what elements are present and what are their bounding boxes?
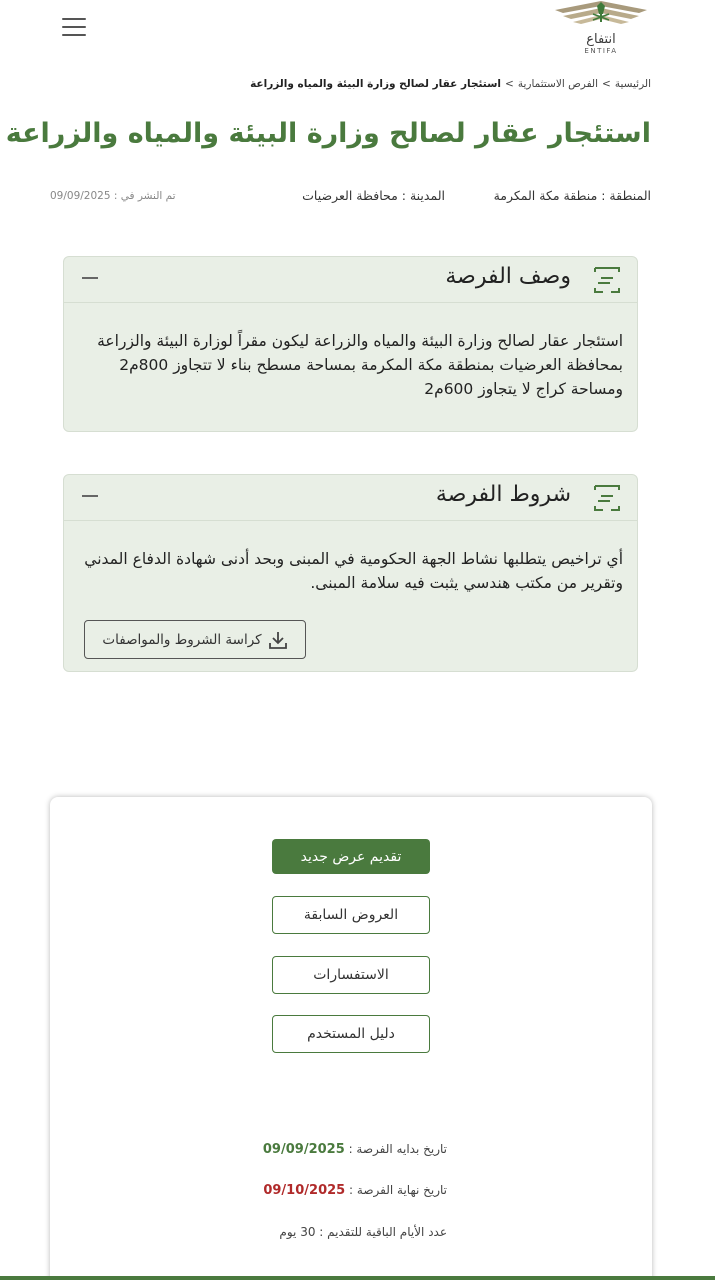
description-card-title: وصف الفرصة [445, 264, 571, 289]
collapse-icon[interactable] [82, 277, 98, 279]
download-icon [268, 630, 288, 650]
published-label: تم النشر في : [113, 190, 176, 202]
remaining-days: عدد الأيام الباقية للتقديم : 30 يوم [279, 1225, 447, 1239]
menu-icon[interactable] [62, 18, 86, 40]
download-specs-button[interactable] [84, 620, 306, 659]
end-date-value: 09/10/2025 [263, 1183, 346, 1198]
list-filter-icon [589, 480, 625, 516]
logo-emblem-icon [553, 0, 649, 32]
download-specs-label: كراسة الشروط والمواصفات [102, 631, 262, 648]
page-title: استئجار عقار لصالح وزارة البيئة والمياه والزراعة [5, 118, 651, 149]
breadcrumb-current: استئجار عقار لصالح وزارة البيئة والمياه والزراعة [250, 78, 502, 90]
breadcrumb [250, 78, 651, 90]
published-date [50, 190, 176, 202]
terms-card-header[interactable] [64, 475, 637, 521]
breadcrumb-separator: > [505, 78, 514, 90]
city-text: المدينة : محافظة العرضيات [302, 188, 445, 203]
header [0, 0, 715, 70]
terms-card-title: شروط الفرصة [435, 482, 571, 507]
opportunity-meta [50, 188, 651, 208]
end-date [263, 1183, 447, 1198]
description-card [63, 256, 638, 432]
breadcrumb-opportunities[interactable]: الفرص الاستثمارية [517, 78, 599, 90]
end-date-label: تاريخ نهاية الفرصة : [349, 1183, 447, 1197]
logo-arabic-text: انتفاع [586, 32, 616, 47]
entifa-logo[interactable] [553, 0, 649, 64]
terms-card [63, 474, 638, 672]
start-date-label: تاريخ بدايه الفرصة : [348, 1142, 447, 1156]
region-text: المنطقة : منطقة مكة المكرمة [493, 188, 651, 203]
terms-card-body: أي تراخيص يتطلبها نشاط الجهة الحكومية في المبنى وبحد أدنى شهادة الدفاع المدني وتقرير من مكتب هندسي يثبت فيه سلامة المبنى. [84, 550, 623, 592]
inquiries-button[interactable]: الاستفسارات [272, 956, 430, 994]
list-filter-icon [589, 262, 625, 298]
breadcrumb-separator: > [602, 78, 611, 90]
submit-offer-button[interactable]: تقديم عرض جديد [272, 839, 430, 874]
previous-offers-button[interactable]: العروض السابقة [272, 896, 430, 934]
user-guide-button[interactable]: دليل المستخدم [272, 1015, 430, 1053]
bottom-divider [0, 1276, 715, 1280]
start-date [263, 1142, 447, 1157]
logo-english-text: ENTIFA [584, 47, 618, 55]
breadcrumb-home[interactable]: الرئيسية [614, 78, 651, 90]
collapse-icon[interactable] [82, 495, 98, 497]
published-value: 09/09/2025 [50, 190, 111, 202]
start-date-value: 09/09/2025 [262, 1142, 345, 1157]
action-panel [50, 797, 652, 1280]
description-card-header[interactable] [64, 257, 637, 303]
description-card-body: استئجار عقار لصالح وزارة البيئة والمياه والزراعة ليكون مقراً لوزارة البيئة والزراعة بمحافظة العرضيات بمنطقة مكة المكرمة بمساحة مسطح بناء لا تتجاوز 800م2 ومساحة كراج لا يتجاوز 600م2 [97, 332, 623, 398]
